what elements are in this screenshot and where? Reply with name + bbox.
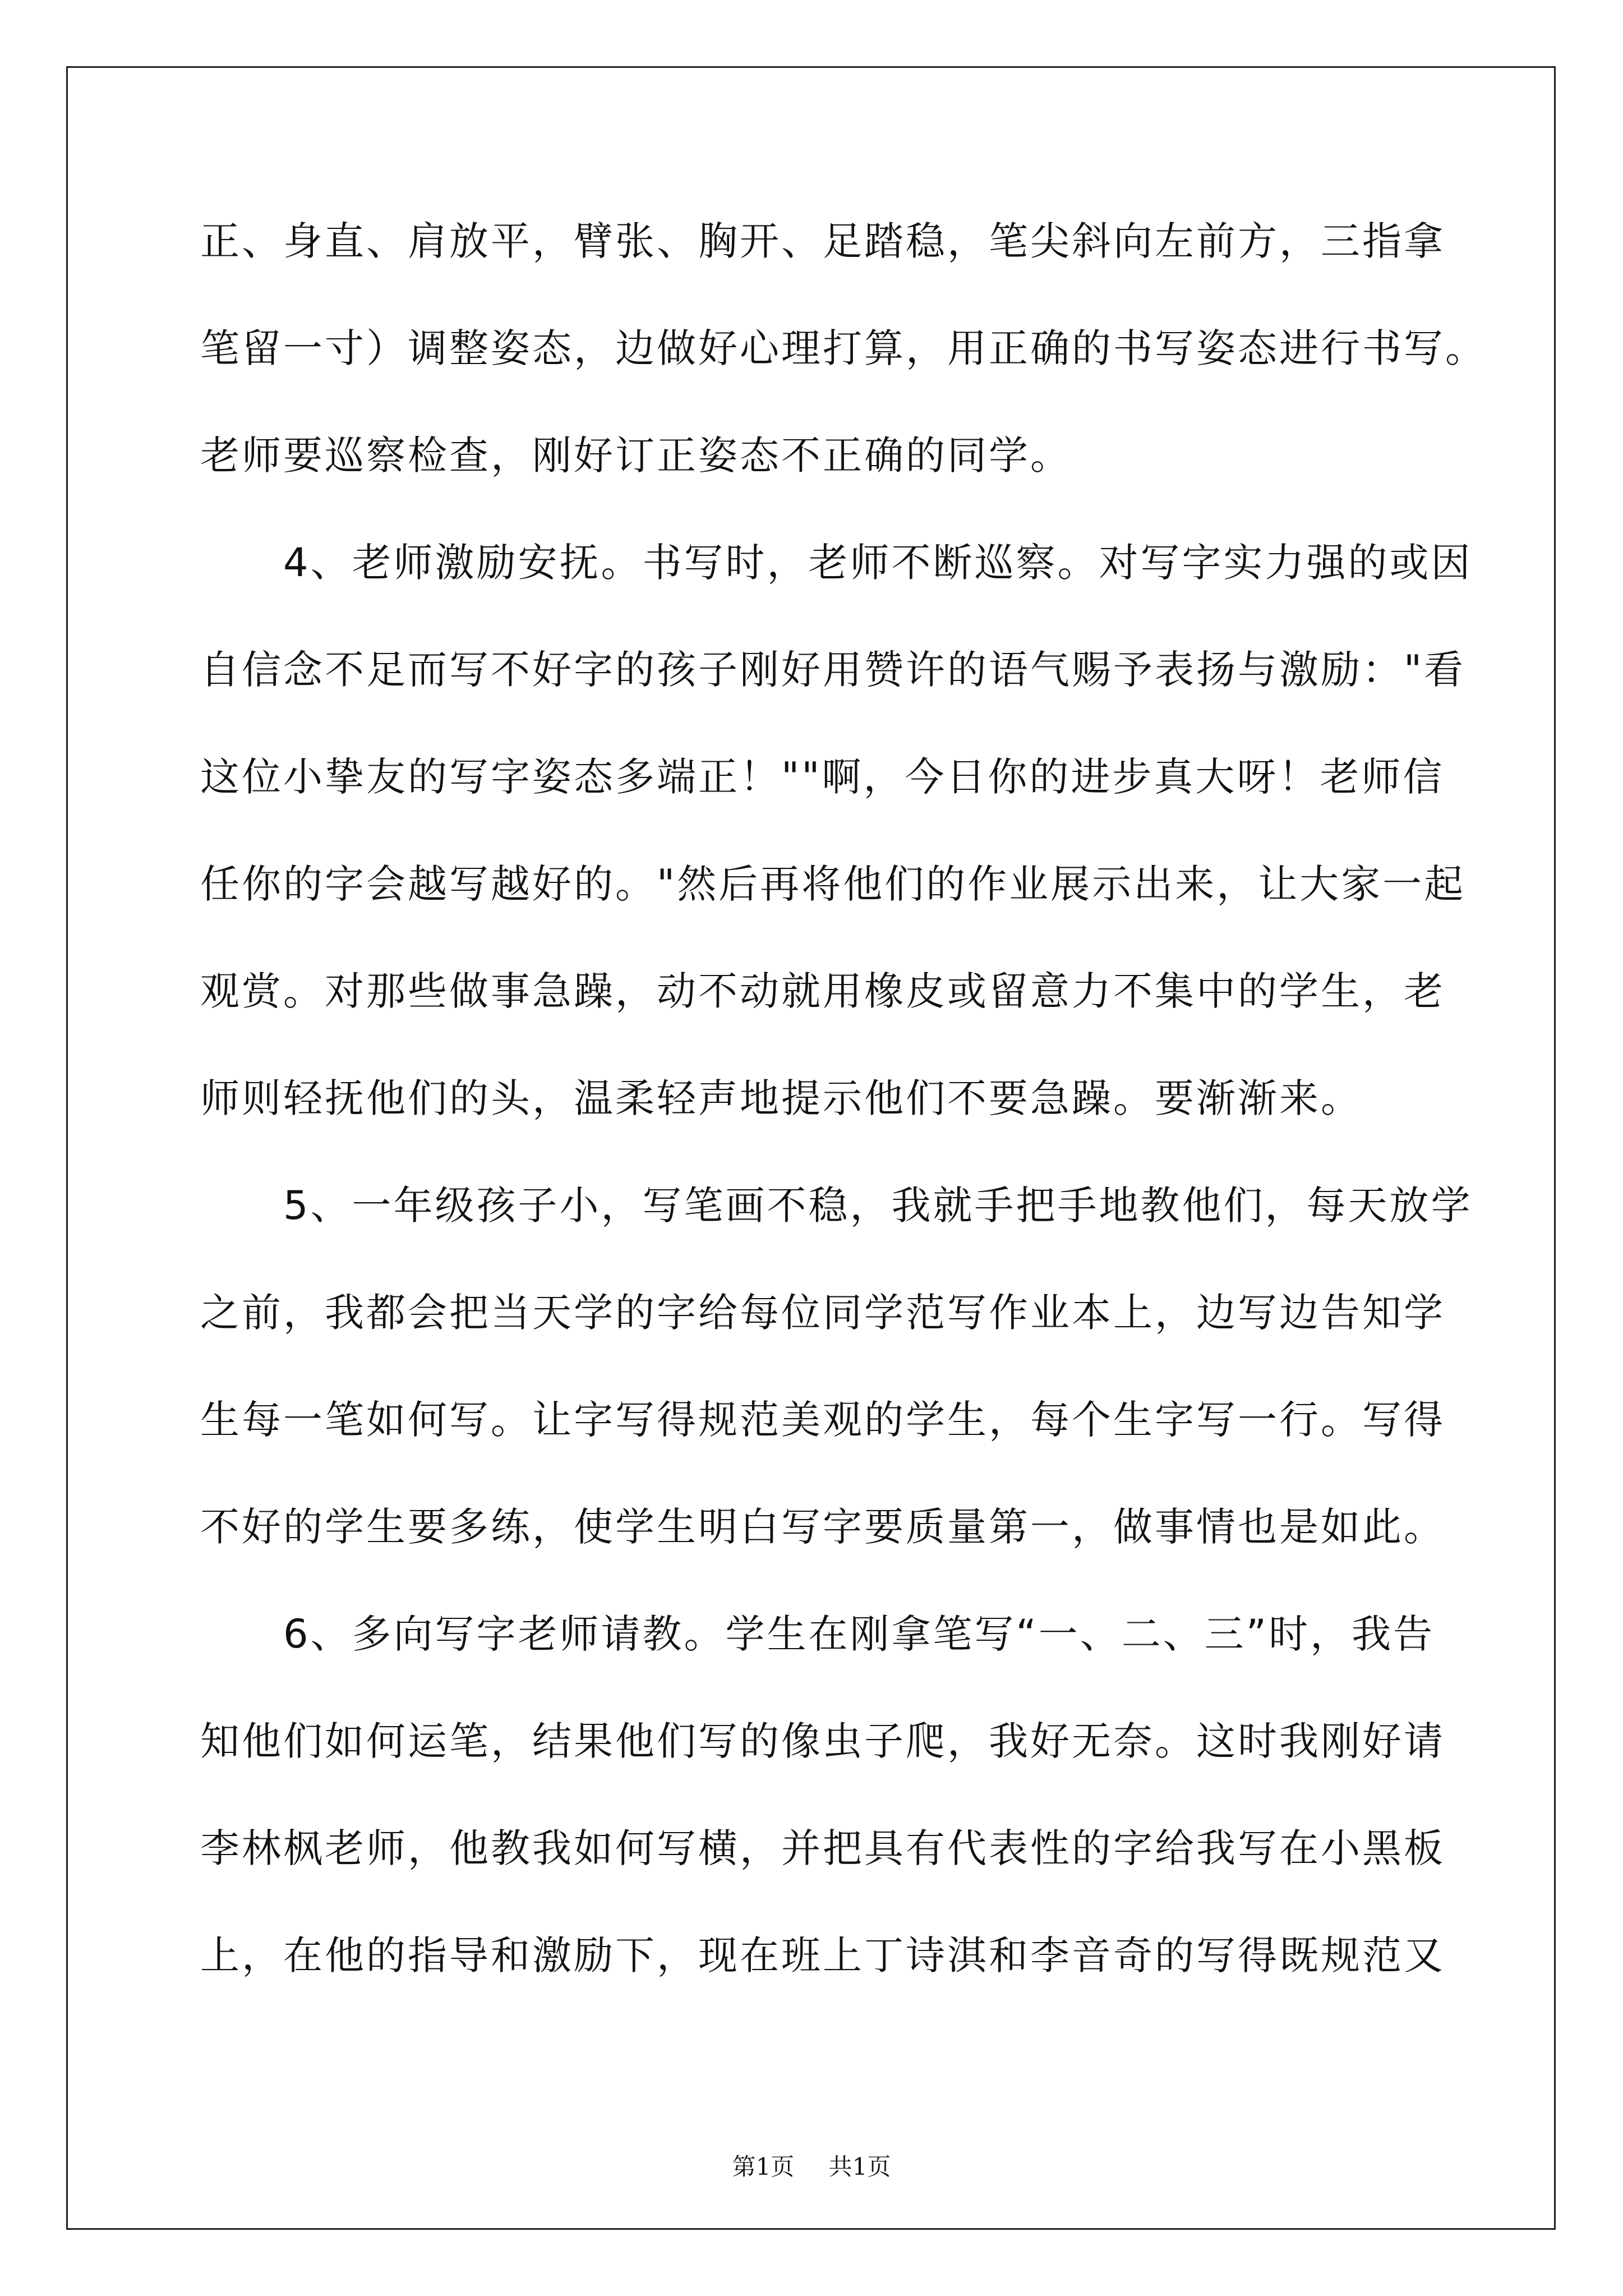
text-line: 6、多向写字老师请教。学生在刚拿笔写“一、二、三”时，我告 <box>200 1611 1435 1657</box>
text-line: 这位小挚友的写字姿态多端正！""啊，今日你的进步真大呀！老师信 <box>200 754 1445 800</box>
document-body <box>200 213 1487 2035</box>
text-line: 上，在他的指导和激励下，现在班上丁诗淇和李音奇的写得既规范又 <box>200 1932 1445 1978</box>
text-line: 不好的学生要多练，使学生明白写字要质量第一，做事情也是如此。 <box>200 1504 1445 1550</box>
text-line: 自信念不足而写不好字的孩子刚好用赞许的语气赐予表扬与激励："看 <box>200 647 1466 693</box>
text-line: 正、身直、肩放平，臂张、胸开、足踏稳，笔尖斜向左前方，三指拿 <box>200 218 1445 264</box>
text-line: 生每一笔如何写。让字写得规范美观的学生，每个生字写一行。写得 <box>200 1397 1445 1443</box>
text-line: 老师要巡察检查，刚好订正姿态不正确的同学。 <box>200 432 1072 478</box>
text-line: 任你的字会越写越好的。"然后再将他们的作业展示出来，让大家一起 <box>200 861 1466 907</box>
text-line: 师则轻抚他们的头，温柔轻声地提示他们不要急躁。要渐渐来。 <box>200 1075 1362 1121</box>
text-line: 观赏。对那些做事急躁，动不动就用橡皮或留意力不集中的学生，老 <box>200 968 1445 1014</box>
text-line: 之前，我都会把当天学的字给每位同学范写作业本上，边写边告知学 <box>200 1290 1445 1336</box>
text-line: 5、一年级孩子小，写笔画不稳，我就手把手地教他们，每天放学 <box>200 1182 1473 1228</box>
page-footer <box>0 2148 1623 2182</box>
text-line: 4、老师激励安抚。书写时，老师不断巡察。对写字实力强的或因 <box>200 540 1473 586</box>
page-number-total: 共1页 <box>828 2153 891 2180</box>
text-line: 知他们如何运笔，结果他们写的像虫子爬，我好无奈。这时我刚好请 <box>200 1718 1445 1764</box>
text-line: 笔留一寸）调整姿态，边做好心理打算，用正确的书写姿态进行书写。 <box>200 325 1487 371</box>
page-number-current: 第1页 <box>732 2153 795 2180</box>
text-line: 李林枫老师，他教我如何写横，并把具有代表性的字给我写在小黑板 <box>200 1825 1445 1871</box>
